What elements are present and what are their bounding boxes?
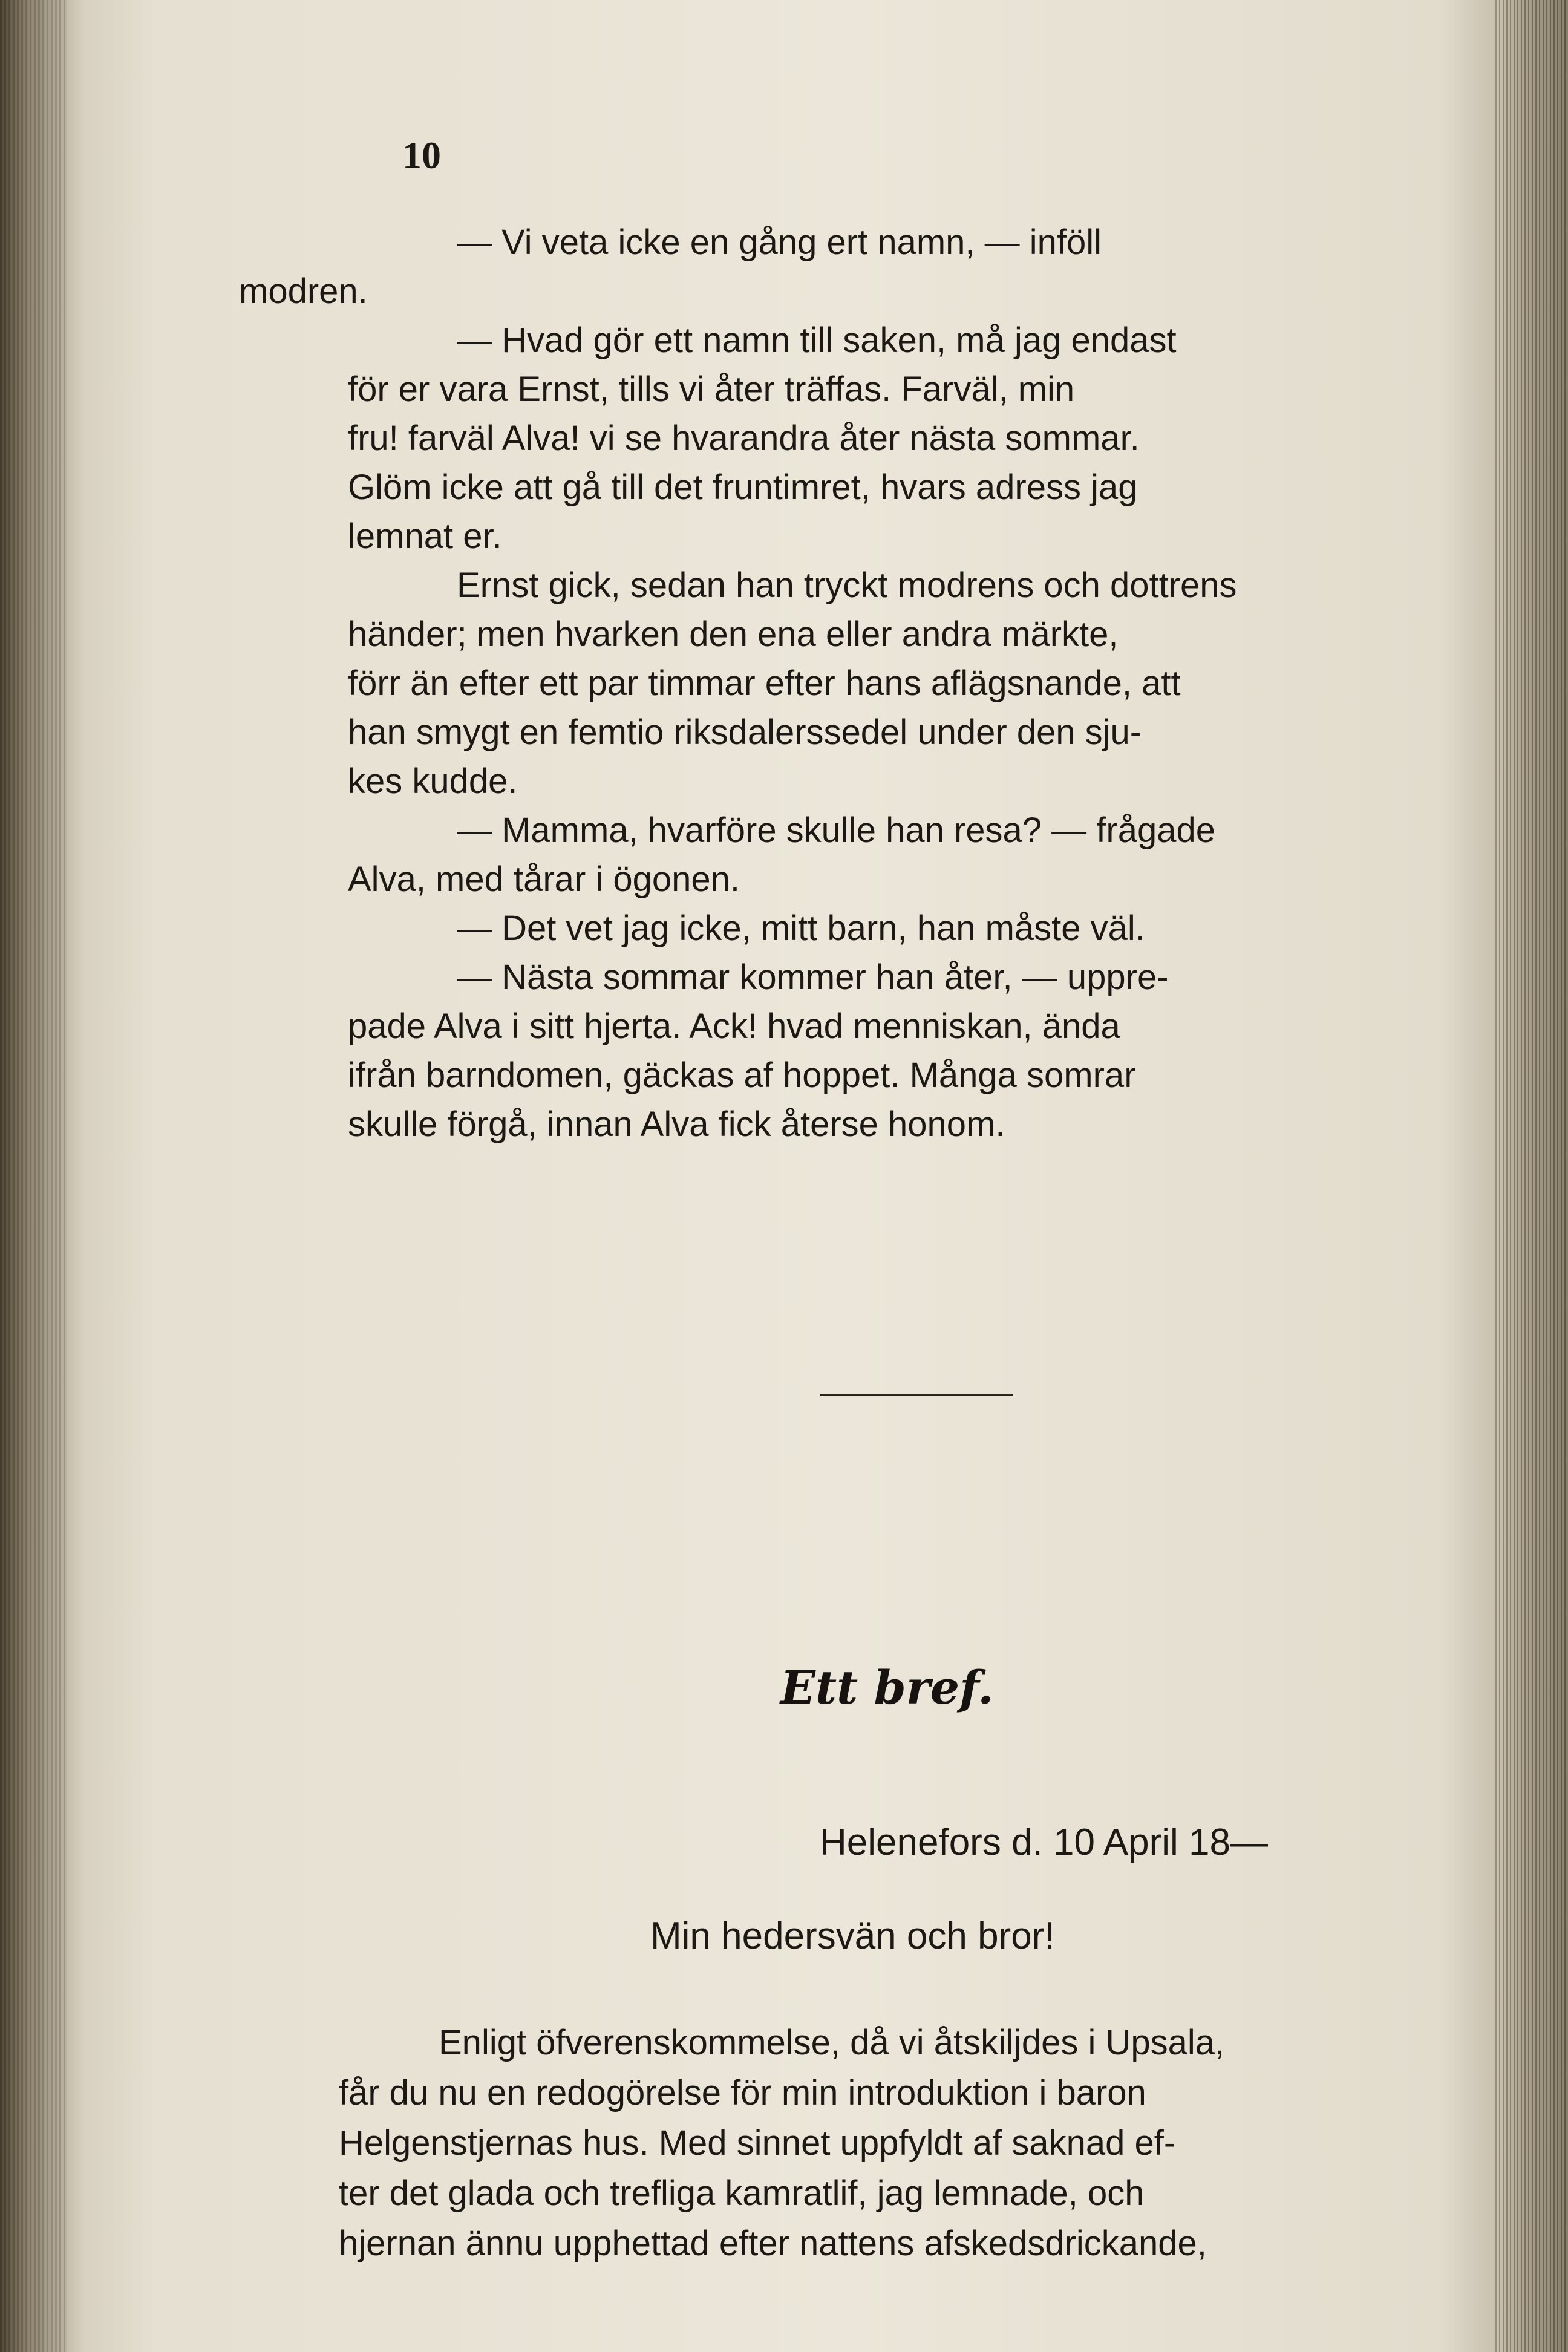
text-line: Alva, med tårar i ögonen. <box>348 860 740 899</box>
text-line: Ernst gick, sedan han tryckt modrens och dottrens <box>457 566 1237 605</box>
text-line: kes kudde. <box>348 762 518 801</box>
letter-dateline: Helenefors d. 10 April 18— <box>820 1821 1268 1863</box>
text-line: förr än efter ett par timmar efter hans aflägsnande, att <box>348 664 1181 703</box>
text-line: Enligt öfverenskommelse, då vi åtskiljdes i Upsala, <box>439 2023 1225 2062</box>
paragraph-3 <box>348 561 1485 806</box>
letter-body <box>339 2017 1476 2269</box>
section-divider <box>820 1394 1013 1396</box>
text-line: Helgenstjernas hus. Med sinnet uppfyldt af saknad ef- <box>339 2123 1176 2163</box>
text-line: — Vi veta icke en gång ert namn, — inföll <box>457 223 1102 262</box>
section-heading: Ett bref. <box>780 1661 994 1714</box>
text-line: — Hvad gör ett namn till saken, må jag endast <box>457 321 1177 360</box>
text-line: — Nästa sommar kommer han åter, — uppre- <box>457 958 1169 997</box>
text-line: skulle förgå, innan Alva fick återse honom. <box>348 1105 1005 1144</box>
paragraph-2 <box>348 316 1485 561</box>
text-line: han smygt en femtio riksdalerssedel under den sju- <box>348 713 1142 752</box>
text-line: — Mamma, hvarföre skulle han resa? — frågade <box>457 811 1215 850</box>
text-line: hjernan ännu upphettad efter nattens afskedsdrickande, <box>339 2224 1207 2263</box>
paragraph-5 <box>348 904 1485 953</box>
text-line: för er vara Ernst, tills vi åter träffas. Farväl, min <box>348 370 1075 409</box>
book-spine <box>0 0 67 2352</box>
paragraph-6 <box>348 953 1485 1149</box>
text-line: lemnat er. <box>348 517 502 556</box>
page-number: 10 <box>402 134 441 177</box>
body-text <box>239 218 1485 1149</box>
text-line: ifrån barndomen, gäckas af hoppet. Många somrar <box>348 1056 1136 1095</box>
text-line: modren. <box>239 272 368 311</box>
text-line: får du nu en redogörelse för min introduktion i baron <box>339 2073 1146 2112</box>
text-line: Glöm icke att gå till det fruntimret, hvars adress jag <box>348 468 1138 507</box>
text-line: pade Alva i sitt hjerta. Ack! hvad menniskan, ända <box>348 1007 1120 1046</box>
text-line: händer; men hvarken den ena eller andra märkte, <box>348 615 1119 654</box>
text-line: ter det glada och trefliga kamratlif, jag lemnade, och <box>339 2174 1145 2213</box>
page-edges <box>1495 0 1568 2352</box>
paragraph-4 <box>348 806 1485 904</box>
page <box>79 18 1488 2335</box>
letter-salutation: Min hedersvän och bror! <box>650 1915 1055 1957</box>
text-line: — Det vet jag icke, mitt barn, han måste väl. <box>457 909 1145 948</box>
paragraph-1 <box>239 218 1485 316</box>
text-line: fru! farväl Alva! vi se hvarandra åter nästa sommar. <box>348 419 1140 458</box>
